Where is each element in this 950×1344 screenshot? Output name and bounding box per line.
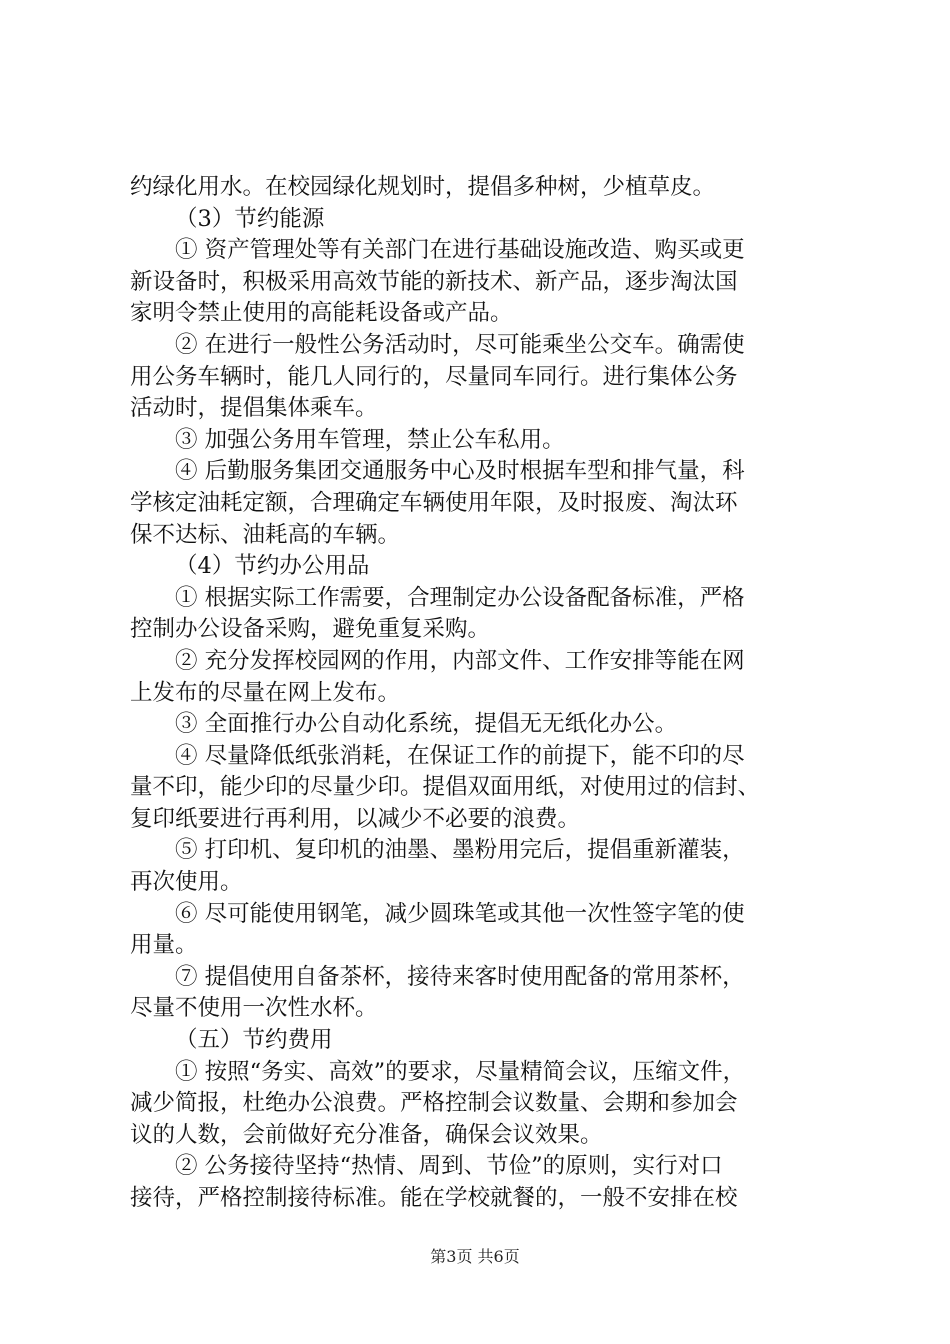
text-line: ⑦ 提倡使用自备茶杯，接待来客时使用配备的常用茶杯，	[175, 963, 745, 990]
text-line: ① 资产管理处等有关部门在进行基础设施改造、购买或更	[175, 237, 745, 264]
text-line: ④ 后勤服务集团交通服务中心及时根据车型和排气量，科	[175, 458, 745, 485]
text-line: （五）节约费用	[175, 1027, 333, 1054]
text-line: 用公务车辆时，能几人同行的，尽量同车同行。进行集体公务	[130, 363, 738, 390]
text-line: ② 公务接待坚持“热情、周到、节俭”的原则，实行对口	[175, 1153, 723, 1180]
text-line: 活动时，提倡集体乘车。	[130, 395, 378, 422]
text-line: 家明令禁止使用的高能耗设备或产品。	[130, 300, 513, 327]
text-line: 复印纸要进行再利用，以减少不必要的浪费。	[130, 805, 581, 832]
text-line: ② 充分发挥校园网的作用，内部文件、工作安排等能在网	[175, 647, 745, 674]
text-line: 减少简报，杜绝办公浪费。严格控制会议数量、会期和参加会	[130, 1090, 738, 1117]
page-footer: 第3页 共6页	[430, 1247, 520, 1266]
document-body	[130, 172, 830, 1215]
text-line: 控制办公设备采购，避免重复采购。	[130, 616, 491, 643]
text-line: （3）节约能源	[175, 205, 325, 232]
text-line: 学核定油耗定额，合理确定车辆使用年限，及时报废、淘汰环	[130, 489, 738, 516]
text-line: 用量。	[130, 932, 198, 959]
text-line: 约绿化用水。在校园绿化规划时，提倡多种树，少植草皮。	[130, 174, 716, 200]
text-line: ③ 全面推行办公自动化系统，提倡无无纸化办公。	[175, 711, 678, 738]
text-line: 量不印，能少印的尽量少印。提倡双面用纸，对使用过的信封、	[130, 774, 761, 801]
text-line: ③ 加强公务用车管理，禁止公车私用。	[175, 426, 565, 453]
text-line: ① 根据实际工作需要，合理制定办公设备配备标准，严格	[175, 584, 745, 611]
text-line: ① 按照“务实、高效”的要求，尽量精简会议，压缩文件，	[175, 1058, 746, 1085]
text-line: ⑤ 打印机、复印机的油墨、墨粉用完后，提倡重新灌装，	[175, 837, 745, 864]
text-line: 新设备时，积极采用高效节能的新技术、新产品，逐步淘汰国	[130, 268, 738, 295]
text-line: 尽量不使用一次性水杯。	[130, 995, 378, 1022]
text-line: 议的人数，会前做好充分准备，确保会议效果。	[130, 1121, 603, 1148]
text-line: ⑥ 尽可能使用钢笔，减少圆珠笔或其他一次性签字笔的使	[175, 900, 745, 927]
text-line: 再次使用。	[130, 869, 243, 896]
text-line: ② 在进行一般性公务活动时，尽可能乘坐公交车。确需使	[175, 331, 745, 358]
text-line: 上发布的尽量在网上发布。	[130, 679, 401, 706]
text-line: （4）节约办公用品	[175, 553, 370, 580]
text-line: 接待，严格控制接待标准。能在学校就餐的，一般不安排在校	[130, 1185, 738, 1211]
text-line: 保不达标、油耗高的车辆。	[130, 521, 401, 548]
text-line: ④ 尽量降低纸张消耗，在保证工作的前提下，能不印的尽	[175, 742, 745, 769]
